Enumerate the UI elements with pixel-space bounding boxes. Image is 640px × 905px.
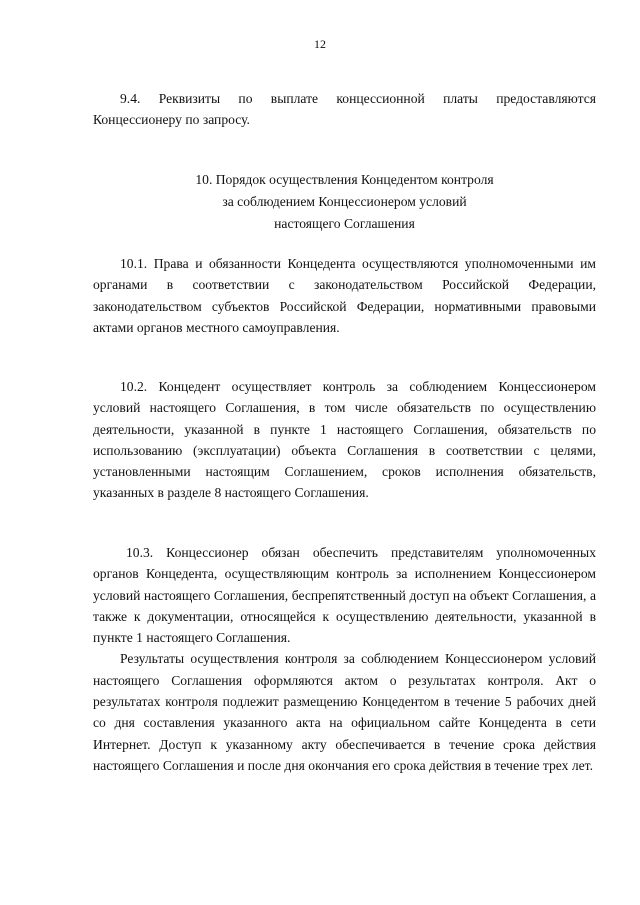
page-number: 12 — [314, 37, 326, 51]
section-9-4 — [93, 88, 596, 131]
section-10-2 — [93, 376, 596, 504]
paragraph-10-3: 10.3. Концессионер обязан обеспечить представителям уполномоченных органов Концедента, осуществляющим контроль за исполнением Концессионером условий настоящего Соглашения, беспрепятственный доступ на объект Соглашения, а также к документации, относящейся к осуществлению деятельности, указанной в пункте 1 настоящего Соглашения. — [93, 545, 596, 646]
paragraph-9-4: 9.4. Реквизиты по выплате концессионной платы предоставляются Концессионеру по запросу. — [93, 91, 596, 128]
section-10-1 — [93, 253, 596, 338]
heading-line-2: за соблюдением Концессионером условий — [222, 194, 467, 209]
paragraph-results: Результаты осуществления контроля за соблюдением Концессионером условий настоящего Соглашения оформляются актом о результатах контроля. Акт о результатах контроля подлежит размещению Концедентом в течение 5 рабочих дней со дня составления указанного акта на официальном сайте Концедента в сети Интернет. Доступ к указанному акту обеспечивается в течение срока действия настоящего Соглашения и после дня окончания его срока действия в течение трех лет. — [93, 651, 596, 773]
section-10-3 — [93, 542, 596, 776]
section-10-heading — [93, 169, 596, 235]
heading-line-3: настоящего Соглашения — [274, 216, 415, 231]
paragraph-10-1: 10.1. Права и обязанности Концедента осуществляются уполномоченными им органами в соответствии с законодательством Российской Федерации, законодательством субъектов Российской Федерации, нормативными правовыми актами органов местного самоуправления. — [93, 256, 596, 335]
paragraph-10-2: 10.2. Концедент осуществляет контроль за соблюдением Концессионером условий настоящего Соглашения, в том числе обязательств по осуществлению деятельности, указанной в пункте 1 настоящего Соглашения, обязательств по использованию (эксплуатации) объекта Соглашения в соответствии с целями, установленными настоящим Соглашением, сроков исполнения обязательств, указанных в разделе 8 настоящего Соглашения. — [93, 379, 596, 501]
heading-line-1: 10. Порядок осуществления Концедентом контроля — [195, 172, 494, 187]
